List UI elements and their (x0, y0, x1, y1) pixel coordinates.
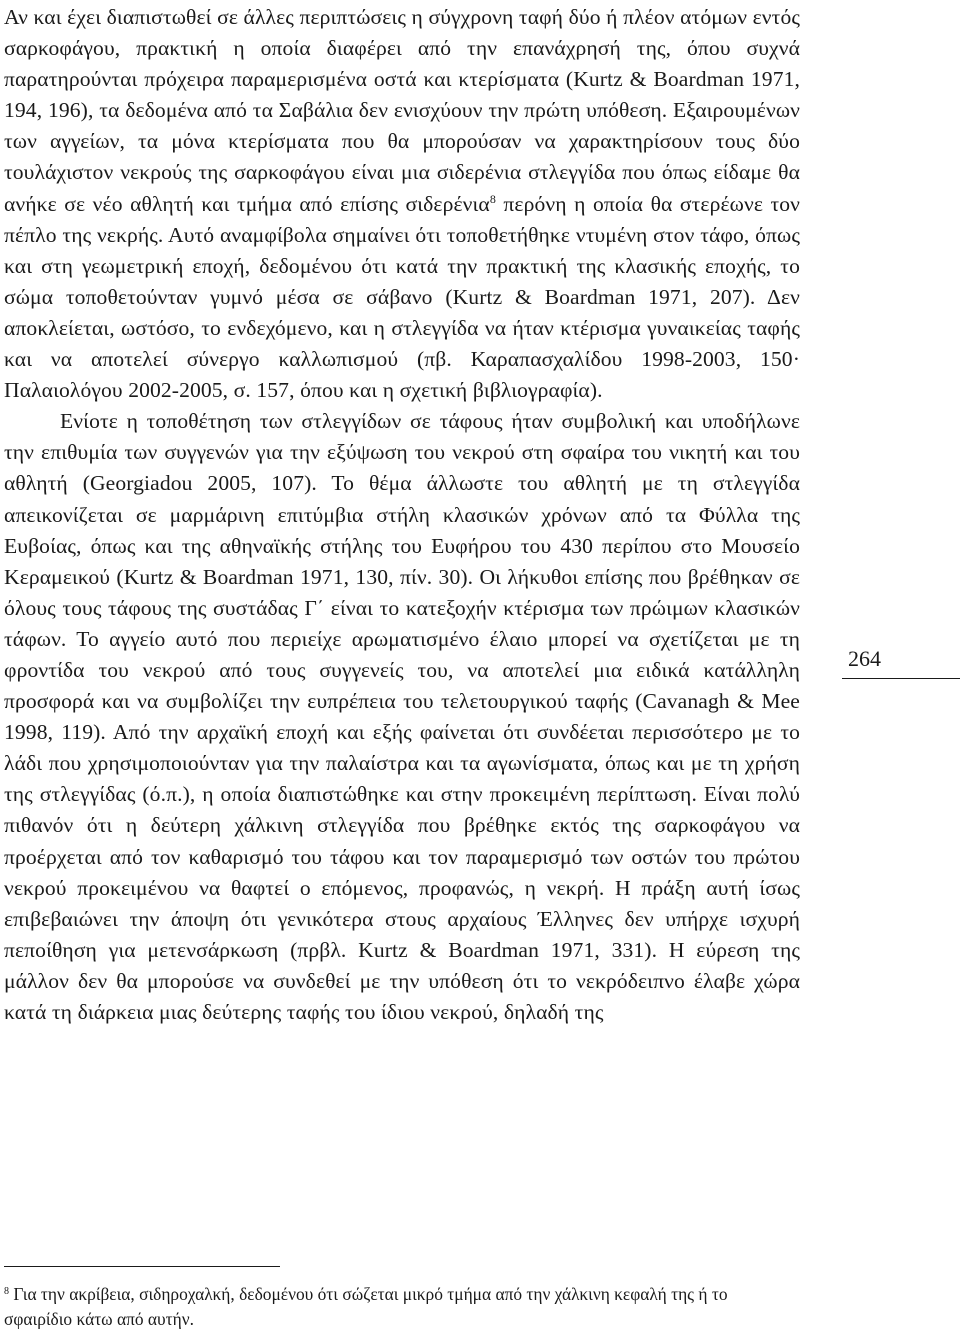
page-number: 264 (848, 646, 881, 671)
footnote-text: Για την ακρίβεια, σιδηροχαλκή, δεδομένου ότι σώζεται μικρό τμήμα από την χάλκινη κεφαλή της ή το σφαιρίδιο κάτω από αυτήν. (4, 1284, 728, 1329)
footnote-separator (4, 1266, 280, 1267)
paragraph-2: Ενίοτε η τοποθέτηση των στλεγγίδων σε τάφους ήταν συμβολική και υποδήλωνε την επιθυμία των συγγενών για την εξύψωση του νεκρού στη σφαίρα του νικητή και του αθλητή (Georgiadou 2005, 107). Το θέμα άλλωστε του αθλητή με τη στλεγγίδα απεικονίζεται σε μαρμάρινη επιτύμβια στήλη κλασικών χρόνων από τα Φύλλα της Ευβοίας, όπως και της αθηναϊκής στήλης του Ευφήρου του 430 περίπου στο Μουσείο Κεραμεικού (Kurtz & Boardman 1971, 130, πίν. 30). Οι λήκυθοι επίσης που βρέθηκαν σε όλους τους τάφους της συστάδας Γ΄ είναι το κατεξοχήν κτέρισμα των πρώιμων κλασικών τάφων. Το αγγείο αυτό που περιείχε αρωματισμένο έλαιο μπορεί να σχετίζεται με τη φροντίδα του νεκρού από τους συγγενείς του, να αποτελεί μια ειδικά κατάλληλη προσφορά και να συμβολίζει την ευπρέπεια του τελετουργικού ταφής (Cavanagh & Mee 1998, 119). Από την αρχαϊκή εποχή και εξής φαίνεται ότι συνδέεται περισσότερο με το λάδι που χρησιμοποιούνταν για την παλαίστρα και τα αγωνίσματα, όπως και με τη χρήση της στλεγγίδας (ό.π.), η οποία διαπιστώθηκε και στην προκειμένη περίπτωση. Είναι πολύ πιθανόν ότι η δεύτερη χάλκινη στλεγγίδα που βρέθηκε εκτός της σαρκοφάγου να προέρχεται από τον καθαρισμό του τάφου και τον παραμερισμό των οστών του πρώτου νεκρού προκειμένου να θαφτεί ο επόμενος, προφανώς, η νεκρή. Η πράξη αυτή ίσως επιβεβαιώνει την άποψη ότι γενικότερα στους αρχαίους Έλληνες δεν υπήρχε ισχυρή πεποίθηση για μετενσάρκωση (πρβλ. Kurtz & Boardman 1971, 331). Η εύρεση της μάλλον δεν θα μπορούσε να συνδεθεί με την υπόθεση ότι το νεκρόδειπνο έλαβε χώρα κατά τη διάρκεια μιας δεύτερης ταφής του ίδιου νεκρού, δηλαδή της (4, 409, 800, 1024)
paragraph-1-text: Αν και έχει διαπιστωθεί σε άλλες περιπτώσεις η σύγχρονη ταφή δύο ή πλέον ατόμων εντός σαρκοφάγου, πρακτική η οποία διαφέρει από την επανάχρησή της, όπου συχνά παρατηρούνται πρόχειρα παραμερισμένα οστά και κτερίσματα (Kurtz & Boardman 1971, 194, 196), τα δεδομένα από τα Σαβάλια δεν ενισχύουν την πρώτη υπόθεση. Εξαιρουμένων των αγγείων, τα μόνα κτερίσματα που θα μπορούσαν να χαρακτηρίσουν τους δύο τουλάχιστον νεκρούς της σαρκοφάγου είναι μια σιδερένια στλεγγίδα που όπως είδαμε θα ανήκε σε νέο αθλητή και τμήμα από επίσης σιδερένια (4, 5, 800, 216)
footnote (4, 1282, 794, 1332)
paragraph-1 (4, 2, 800, 406)
footnote-reference[interactable]: 8 (489, 191, 496, 206)
page-number-rule (842, 678, 960, 679)
body-text (4, 2, 800, 1028)
footnote-marker: 8 (4, 1286, 9, 1297)
paragraph-1-continuation: περόνη η οποία θα στερέωνε τον πέπλο της νεκρής. Αυτό αναμφίβολα σημαίνει ότι τοποθετήθηκε ντυμένη στον τάφο, όπως και στη γεωμετρική εποχή, δεδομένου ότι κατά την πρακτική της κλασικής εποχής, το σώμα τοποθετούνταν γυμνό μέσα σε σάβανο (Kurtz & Boardman 1971, 207). Δεν αποκλείεται, ωστόσο, το ενδεχόμενο, και η στλεγγίδα να ήταν κτέρισμα γυναικείας ταφής και να αποτελεί σύνεργο καλλωπισμού (πβ. Καραπασχαλίδου 1998-2003, 150· Παλαιολόγου 2002-2005, σ. 157, όπου και η σχετική βιβλιογραφία). (4, 191, 801, 403)
